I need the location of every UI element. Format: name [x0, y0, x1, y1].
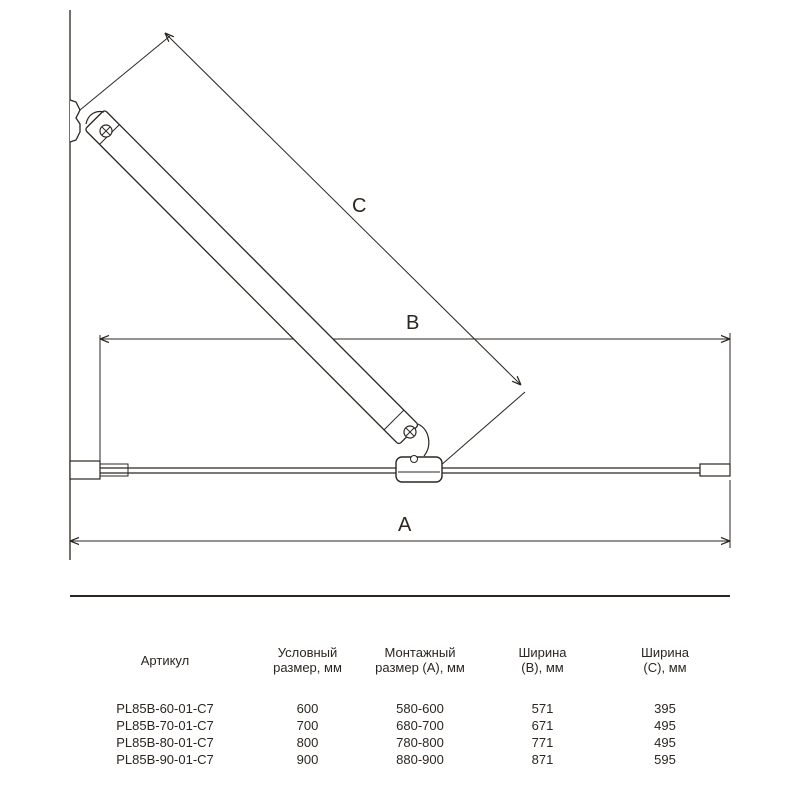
left-wall-profile — [70, 461, 100, 479]
table-row — [70, 751, 730, 768]
right-wall-profile — [700, 464, 730, 476]
dimension-b-label: B — [406, 312, 420, 334]
open-door-panel — [85, 110, 419, 445]
cell-mounting-size: 580-600 — [396, 701, 444, 716]
cell-article: PL85B-90-01-C7 — [116, 752, 214, 767]
cell-mounting-size: 780-800 — [396, 735, 444, 750]
cell-width-c: 595 — [654, 752, 676, 767]
cell-nominal-size: 800 — [296, 735, 319, 750]
cell-article: PL85B-80-01-C7 — [116, 735, 214, 750]
specification-table — [70, 620, 730, 768]
dimension-c-line — [165, 33, 521, 385]
header-nominal-size: Условный размер, мм — [273, 645, 342, 675]
cell-width-b: 671 — [531, 718, 554, 733]
table-row — [70, 700, 730, 717]
dimension-c-extension-top — [80, 36, 170, 110]
header-mounting-size: Монтажный размер (А), мм — [375, 645, 465, 675]
wall-hinge-bracket — [70, 100, 80, 142]
table-row — [70, 734, 730, 751]
dimension-c-label: C — [352, 195, 367, 217]
left-wall-profile-clip — [100, 464, 128, 476]
header-width-c: Ширина (С), мм — [640, 645, 690, 675]
cell-mounting-size: 680-700 — [396, 718, 444, 733]
cell-width-b: 771 — [531, 735, 554, 750]
header-article: Артикул — [140, 652, 190, 668]
cell-width-b: 871 — [531, 752, 554, 767]
cell-nominal-size: 900 — [296, 752, 319, 767]
cell-nominal-size: 700 — [296, 718, 319, 733]
header-width-b: Ширина (В), мм — [518, 645, 567, 675]
cell-article: PL85B-60-01-C7 — [116, 701, 214, 716]
cell-width-b: 571 — [531, 701, 554, 716]
cell-article: PL85B-70-01-C7 — [116, 718, 214, 733]
cell-mounting-size: 880-900 — [396, 752, 444, 767]
table-row — [70, 717, 730, 734]
dimension-c-extension-bottom — [440, 392, 525, 466]
table-header-row — [70, 620, 730, 700]
cell-width-c: 395 — [654, 701, 676, 716]
cell-width-c: 495 — [654, 735, 676, 750]
dimension-a-label: A — [398, 514, 412, 536]
cell-nominal-size: 600 — [296, 701, 319, 716]
cell-width-c: 495 — [654, 718, 676, 733]
